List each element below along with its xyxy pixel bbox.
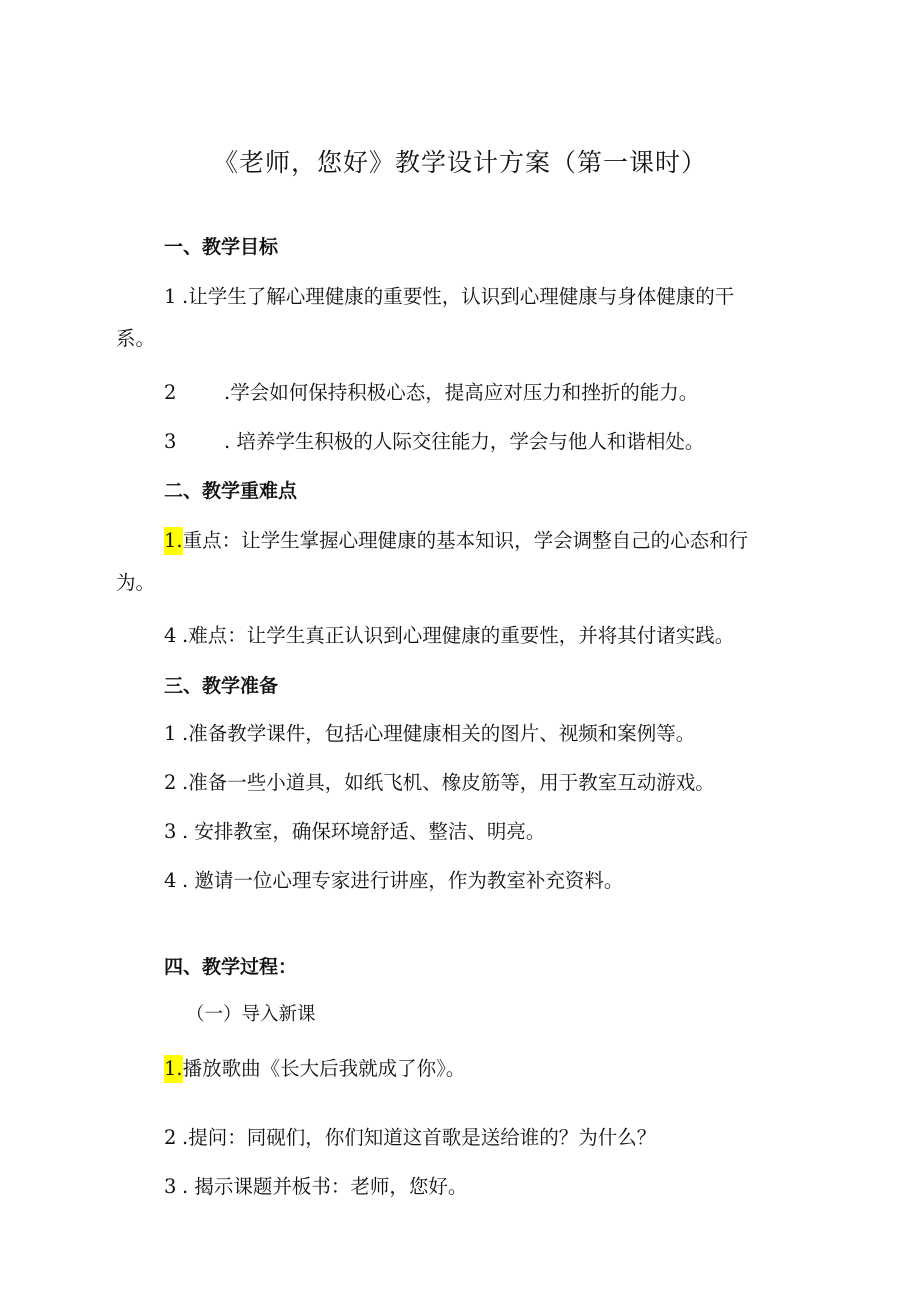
goal-item-2 — [164, 379, 698, 407]
process-item-3 — [164, 1173, 467, 1201]
section-heading-preparation: 三、教学准备 — [164, 675, 279, 697]
item-text: . 邀请一位心理专家进行讲座，作为教室补充资料。 — [182, 869, 624, 892]
item-number: 2 — [164, 771, 177, 794]
item-number: 2 — [164, 381, 177, 404]
item-number: 2 — [164, 1126, 177, 1149]
preparation-item-2 — [164, 769, 715, 797]
goal-item-3 — [164, 428, 704, 456]
item-text: .难点：让学生真正认识到心理健康的重要性，并将其付诸实践。 — [182, 624, 735, 647]
item-number: 3 — [164, 430, 177, 453]
item-text: .准备一些小道具，如纸飞机、橡皮筋等，用于教室互动游戏。 — [182, 771, 715, 794]
item-number-highlighted: 1. — [164, 527, 183, 555]
item-text: .准备教学课件，包括心理健康相关的图片、视频和案例等。 — [182, 722, 696, 745]
item-text: .学会如何保持积极心态，提高应对压力和挫折的能力。 — [224, 381, 699, 404]
item-number-highlighted: 1. — [164, 1055, 183, 1083]
item-text-continuation: 系。 — [116, 327, 156, 350]
key-point-item-1 — [116, 527, 810, 597]
section-heading-key-points: 二、教学重难点 — [164, 480, 298, 502]
preparation-item-4 — [164, 867, 623, 895]
item-text-continuation: 为。 — [116, 571, 156, 594]
goal-item-1 — [116, 283, 810, 353]
item-text: . 安排教室，确保环境舒适、整洁、明亮。 — [182, 820, 546, 843]
item-text: . 培养学生积极的人际交往能力，学会与他人和谐相处。 — [224, 430, 705, 453]
item-text: .让学生了解心理健康的重要性，认识到心理健康与身体健康的干 — [182, 285, 735, 308]
item-number: 3 — [164, 820, 177, 843]
item-number: 3 — [164, 1175, 177, 1198]
preparation-item-3 — [164, 818, 545, 846]
item-number: 4 — [164, 869, 177, 892]
process-subheading: （一）导入新课 — [186, 1004, 316, 1025]
process-item-2 — [164, 1124, 656, 1152]
item-text: 重点：让学生掌握心理健康的基本知识，学会调整自己的心态和行 — [182, 529, 749, 552]
item-number: 4 — [164, 624, 177, 647]
section-heading-goals: 一、教学目标 — [164, 236, 279, 258]
process-item-1 — [164, 1055, 465, 1083]
preparation-item-1 — [164, 720, 695, 748]
key-point-item-2 — [164, 622, 734, 650]
item-text: .提问：同砚们，你们知道这首歌是送给谁的？为什么？ — [182, 1126, 657, 1149]
document-title: 《老师，您好》教学设计方案（第一课时） — [212, 148, 707, 177]
item-number: 1 — [164, 722, 177, 745]
section-heading-process: 四、教学过程： — [164, 956, 298, 978]
item-text: 播放歌曲《长大后我就成了你》。 — [182, 1057, 466, 1080]
item-text: . 揭示课题并板书：老师，您好。 — [182, 1175, 468, 1198]
item-number: 1 — [164, 285, 177, 308]
